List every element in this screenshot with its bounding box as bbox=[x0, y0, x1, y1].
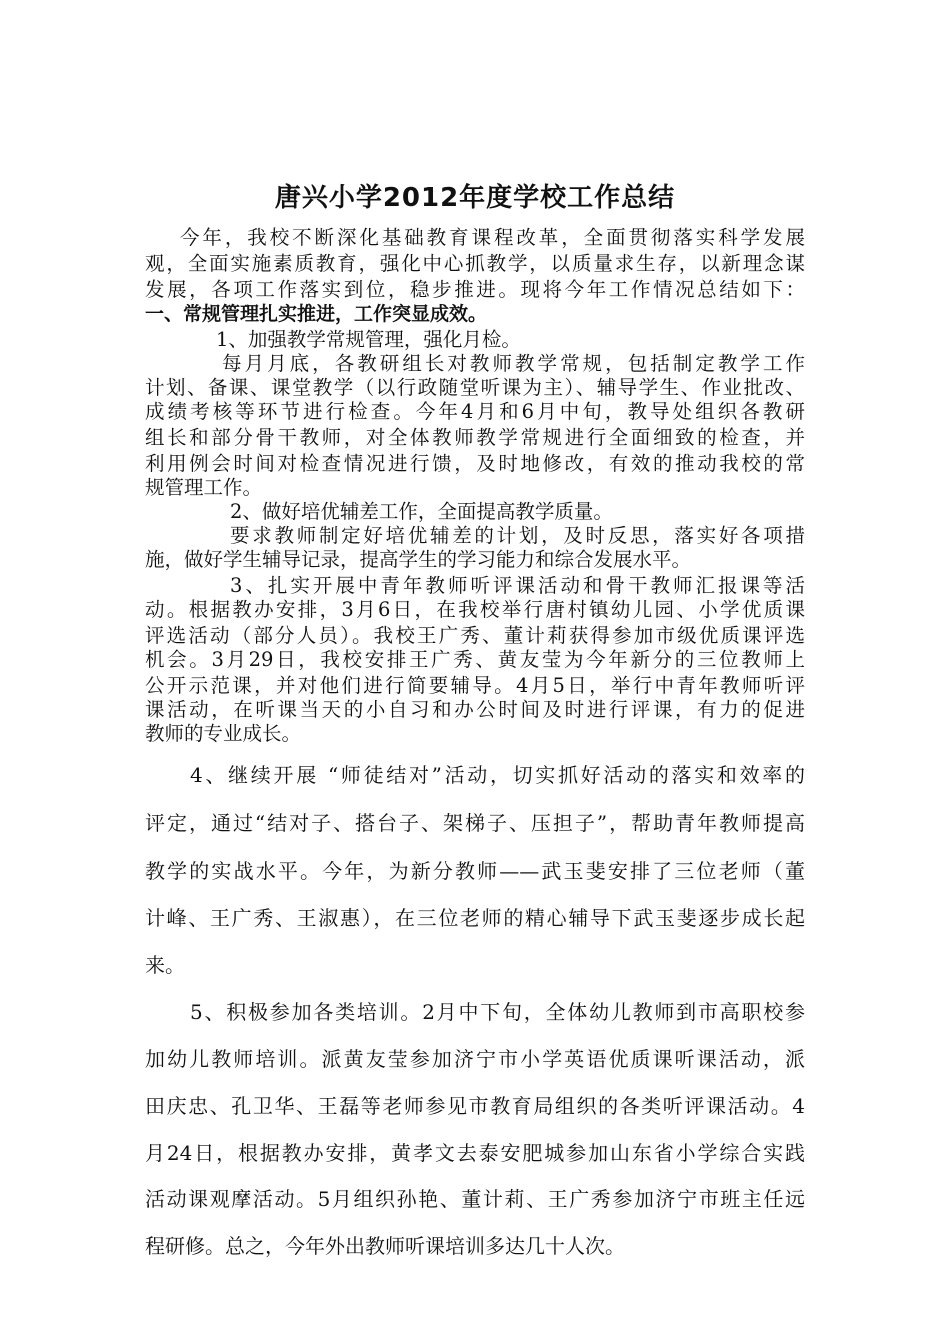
paragraph-line: 活动课观摩活动。5月组织孙艳、董计莉、王广秀参加济宁市班主任远 bbox=[145, 1187, 805, 1211]
paragraph-line: 计峰、王广秀、王淑惠），在三位老师的精心辅导下武玉斐逐步成长起 bbox=[145, 906, 805, 930]
paragraph-line: 每月月底，各教研组长对教师教学常规，包括制定教学工作 bbox=[222, 352, 805, 375]
paragraph-line: 组长和部分骨干教师，对全体教师教学常规进行全面细致的检查，并 bbox=[145, 426, 805, 449]
paragraph-line: 公开示范课，并对他们进行简要辅导。4月5日，举行中青年教师听评 bbox=[145, 674, 805, 697]
item-heading: 4、继续开展 “师徒结对”活动，切实抓好活动的落实和效率的 bbox=[190, 763, 805, 787]
paragraph-line: 月24日，根据教办安排，黄孝文去泰安肥城参加山东省小学综合实践 bbox=[145, 1141, 805, 1165]
paragraph-line: 要求教师制定好培优辅差的计划，及时反思，落实好各项措 bbox=[230, 524, 805, 547]
paragraph-line: 计划、备课、课堂教学（以行政随堂听课为主）、辅导学生、作业批改、 bbox=[145, 376, 805, 399]
paragraph-line: 机会。3月29日，我校安排王广秀、黄友莹为今年新分的三位教师上 bbox=[145, 648, 805, 671]
paragraph-line: 成绩考核等环节进行检查。今年4月和6月中旬，教导处组织各教研 bbox=[145, 400, 805, 423]
item-heading: 3、扎实开展中青年教师听评课活动和骨干教师汇报课等活 bbox=[230, 574, 805, 597]
paragraph-line: 教师的专业成长。 bbox=[145, 722, 302, 745]
document-title: 唐兴小学2012年度学校工作总结 bbox=[274, 183, 676, 213]
paragraph-line: 加幼儿教师培训。派黄友莹参加济宁市小学英语优质课听课活动，派 bbox=[145, 1047, 805, 1071]
paragraph-line: 观，全面实施素质教育，强化中心抓教学，以质量求生存，以新理念谋 bbox=[145, 252, 805, 275]
paragraph-line: 教学的实战水平。今年，为新分教师——武玉斐安排了三位老师（董 bbox=[145, 859, 805, 883]
paragraph-line: 规管理工作。 bbox=[145, 476, 263, 499]
paragraph-line: 程研修。总之，今年外出教师听课培训多达几十人次。 bbox=[145, 1234, 625, 1258]
section-heading: 一、常规管理扎实推进，工作突显成效。 bbox=[145, 303, 488, 325]
paragraph-line: 来。 bbox=[145, 953, 185, 977]
paragraph-line: 田庆忠、孔卫华、王磊等老师参见市教育局组织的各类听评课活动。4 bbox=[145, 1094, 805, 1118]
paragraph-line: 课活动，在听课当天的小自习和办公时间及时进行评课，有力的促进 bbox=[145, 698, 805, 721]
paragraph-line: 施，做好学生辅导记录，提高学生的学习能力和综合发展水平。 bbox=[145, 548, 692, 571]
paragraph-line: 利用例会时间对检查情况进行馈，及时地修改，有效的推动我校的常 bbox=[145, 452, 805, 475]
item-heading: 1、加强教学常规管理，强化月检。 bbox=[216, 328, 521, 351]
paragraph-line: 动。根据教办安排，3月6日，在我校举行唐村镇幼儿园、小学优质课 bbox=[145, 598, 805, 621]
paragraph-line: 评定，通过“结对子、搭台子、架梯子、压担子”，帮助青年教师提高 bbox=[145, 811, 805, 835]
item-heading: 2、做好培优辅差工作，全面提高教学质量。 bbox=[230, 500, 613, 523]
paragraph-line: 发展，各项工作落实到位，稳步推进。现将今年工作情况总结如下： bbox=[145, 278, 805, 301]
item-heading: 5、积极参加各类培训。2月中下旬，全体幼儿教师到市高职校参 bbox=[190, 1000, 805, 1024]
paragraph-line: 今年，我校不断深化基础教育课程改革，全面贯彻落实科学发展 bbox=[180, 226, 805, 249]
paragraph-line: 评选活动（部分人员）。我校王广秀、董计莉获得参加市级优质课评选 bbox=[145, 624, 805, 647]
